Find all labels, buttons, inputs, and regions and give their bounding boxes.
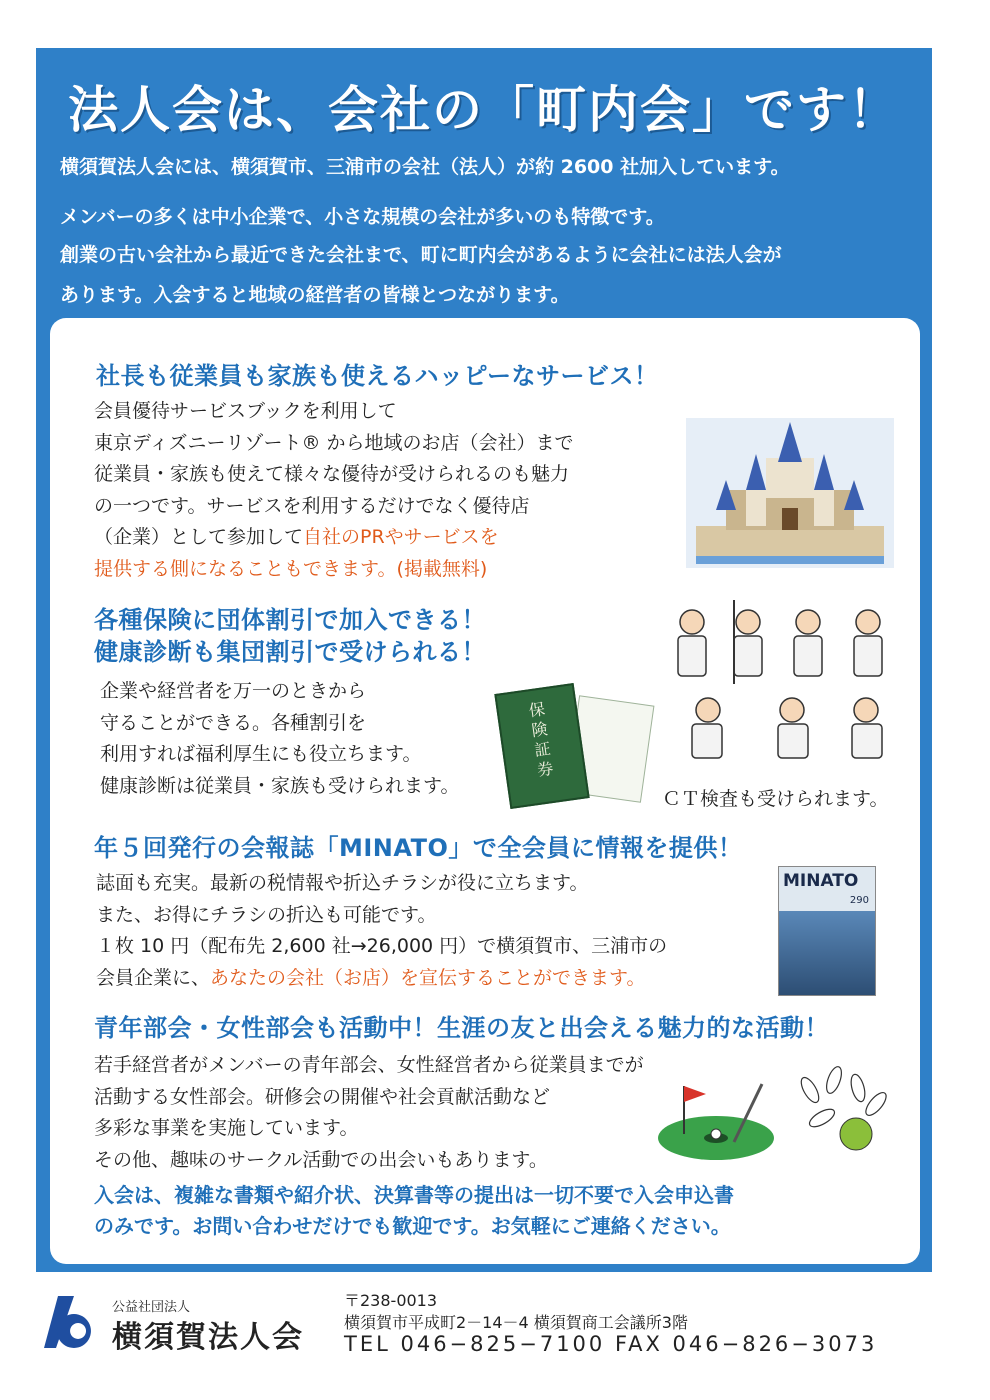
castle-illustration (686, 418, 894, 568)
section4-text: 若手経営者がメンバーの青年部会、女性経営者から従業員までが 活動する女性部会。研修会の開催や社会貢献活動など 多彩な事業を実施しています。 その他、趣味のサークル活動での出会いもあります。 (94, 1054, 644, 1171)
section3-text: 誌面も充実。最新の税情報や折込チラシが役に立ちます。 また、お得にチラシの折込も可能です。 １枚 10 円（配布先 2,600 社→26,000 円）で横須賀市、三浦市の 会員企業に、あなたの会社（お店）を宣伝することができます。 (96, 872, 668, 989)
section3-heading: 年５回発行の会報誌「MINATO」で全会員に情報を提供！ (94, 834, 743, 862)
section1-heading: 社長も従業員も家族も使えるハッピーなサービス！ (96, 362, 659, 390)
intro-line-3: 創業の古い会社から最近できた会社まで、町に町内会があるように会社には法人会が (60, 244, 782, 266)
health-checkup-illustration (662, 600, 902, 770)
org-logo-icon (44, 1296, 108, 1348)
address: 横須賀市平成町2－14－4 横須賀商工会議所3階 (344, 1313, 688, 1332)
intro-line-1: 横須賀法人会には、横須賀市、三浦市の会社（法人）が約 2600 社加入しています。 (60, 156, 790, 178)
insurance-certificate-illustration (502, 688, 652, 803)
section1-text: 会員優待サービスブックを利用して 東京ディズニーリゾート® から地域のお店（会社）まで 従業員・家族も使えて様々な優待が受けられるのも魅力 の一つです。サービスを利用するだけでなく優待店 （企業）として参加して自社のPRやサービスを 提供する側になることもできます。(掲載無料) (94, 400, 574, 580)
tel-fax: TEL 046−825−7100 FAX 046−826−3073 (344, 1332, 878, 1356)
org-name: 横須賀法人会 (112, 1320, 304, 1355)
closing-message: 入会は、複雑な書類や紹介状、決算書等の提出は一切不要で入会申込書 のみです。お問い合わせだけでも歓迎です。お気軽にご連絡ください。 (94, 1183, 734, 1238)
magazine-cover (778, 866, 876, 996)
magazine-title: MINATO (783, 871, 859, 891)
postal-code: 〒238-0013 (344, 1291, 438, 1310)
intro-line-4: あります。入会すると地域の経営者の皆様とつながります。 (60, 284, 570, 306)
section2-text: 企業や経営者を万一のときから 守ることができる。各種割引を 利用すれば福利厚生にも役立ちます。 健康診断は従業員・家族も受けられます。 (100, 680, 460, 797)
section2-heading: 各種保険に団体割引で加入できる！ 健康診断も集団割引で受けられる！ (94, 606, 486, 666)
content-card (50, 318, 920, 1264)
section4-heading: 青年部会・女性部会も活動中！生涯の友と出会える魅力的な活動！ (94, 1014, 829, 1042)
golf-illustration (654, 1076, 778, 1172)
bowling-illustration (790, 1060, 894, 1160)
ct-caption: ＣＴ検査も受けられます。 (662, 788, 889, 810)
intro-line-2: メンバーの多くは中小企業で、小さな規模の会社が多いのも特徴です。 (60, 206, 665, 228)
org-type: 公益社団法人 (112, 1300, 191, 1315)
magazine-issue: 290 (849, 895, 869, 906)
page-title: 法人会は、会社の「町内会」です！ (68, 81, 900, 139)
certificate-label: 保険証券 (527, 699, 555, 780)
